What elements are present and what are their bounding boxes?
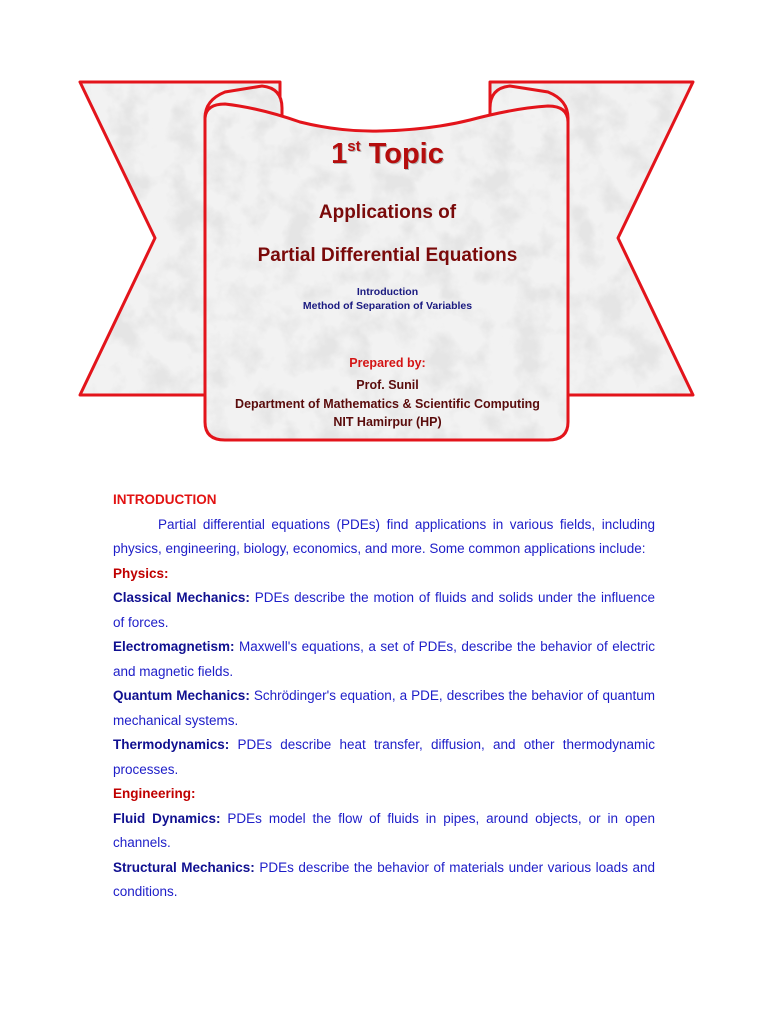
topic-number: 1: [331, 138, 348, 170]
title-line-1: Applications of: [318, 202, 457, 223]
item-term: Electromagnetism:: [113, 639, 235, 654]
topic-heading: [205, 138, 570, 171]
subtitle-method: Method of Separation of Variables: [302, 300, 473, 312]
engineering-item: [113, 807, 655, 856]
introduction-heading: INTRODUCTION: [113, 492, 217, 507]
item-term: Fluid Dynamics:: [113, 810, 221, 826]
item-description: PDEs describe the behavior of materials under various loads and conditions.: [113, 859, 655, 899]
department-name: Department of Mathematics & Scientific Computing: [235, 397, 540, 411]
item-term: Thermodynamics:: [113, 737, 230, 752]
item-term: Quantum Mechanics:: [113, 688, 250, 703]
subtitle-introduction: Introduction: [356, 286, 419, 298]
prepared-by-label: Prepared by:: [349, 356, 426, 370]
physics-item: [113, 586, 655, 635]
topic-word: Topic: [368, 138, 444, 170]
physics-item: [113, 733, 655, 782]
introduction-paragraph: Partial differential equations (PDEs) find applications in various fields, including physics, engineering, biology, economics, and more. Some common applications include:: [113, 516, 655, 556]
title-line-2: Partial Differential Equations: [257, 245, 518, 266]
institute-name: NIT Hamirpur (HP): [333, 415, 442, 429]
item-description: PDEs describe the motion of fluids and solids under the influence of forces.: [113, 590, 655, 630]
item-description: Schrödinger's equation, a PDE, describes the behavior of quantum mechanical systems.: [113, 688, 655, 728]
topic-superscript: st: [347, 138, 361, 155]
physics-item: [113, 635, 655, 684]
item-description: PDEs describe heat transfer, diffusion, and other thermodynamic processes.: [113, 737, 655, 777]
engineering-item: [113, 856, 655, 905]
physics-item: [113, 684, 655, 733]
item-term: Structural Mechanics:: [113, 859, 255, 875]
author-name: Prof. Sunil: [356, 378, 419, 392]
physics-heading: Physics:: [113, 565, 169, 581]
item-description: PDEs model the flow of fluids in pipes, around objects, or in open channels.: [113, 810, 655, 850]
engineering-heading: Engineering:: [113, 786, 196, 801]
document-body: [113, 488, 655, 905]
item-term: Classical Mechanics:: [113, 590, 250, 605]
item-description: Maxwell's equations, a set of PDEs, describe the behavior of electric and magnetic fields.: [113, 639, 655, 679]
